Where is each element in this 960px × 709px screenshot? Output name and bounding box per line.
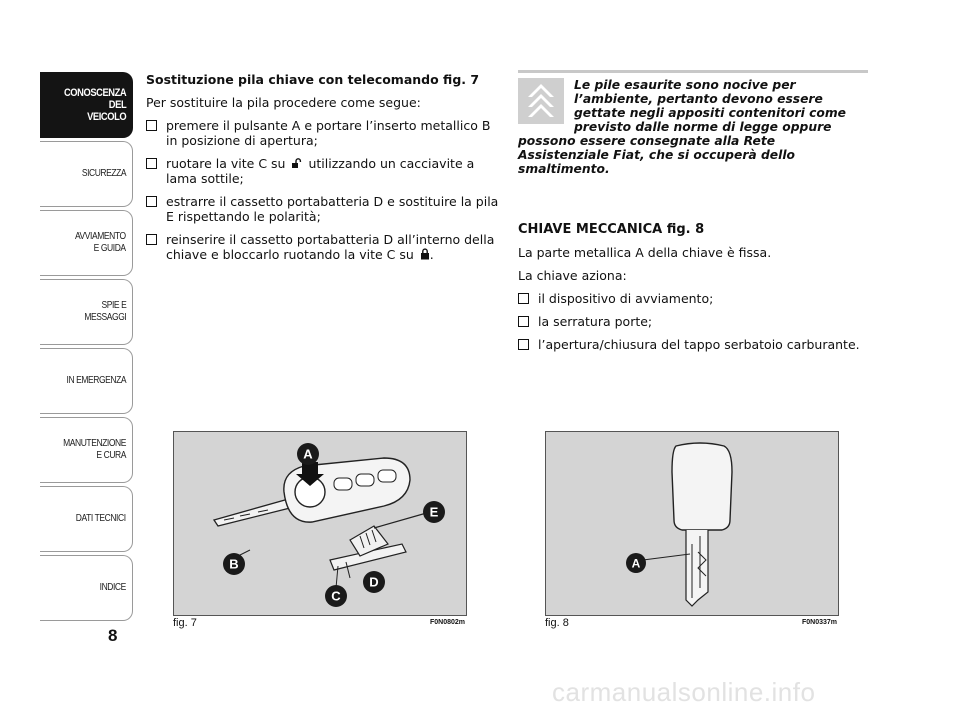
checkbox-bullet-icon <box>146 120 157 131</box>
intro-text: Per sostituire la pila procedere come segue: <box>146 95 421 110</box>
label-c-badge <box>324 584 348 608</box>
watermark: carmanualsonline.info <box>552 677 816 707</box>
list-item-text: premere il pulsante A e portare l’inserto metallico B in posizione di apertura; <box>166 118 491 148</box>
list-item <box>518 314 868 329</box>
label-b-badge <box>222 552 246 576</box>
tab-dati-tecnici[interactable] <box>40 486 133 552</box>
list-item-text: estrarre il cassetto portabatteria D e sostituire la pila E rispettando le polarità; <box>166 194 499 224</box>
list-item <box>518 291 868 306</box>
svg-text:D: D <box>369 574 379 590</box>
list-item <box>518 337 868 352</box>
tab-in-emergenza[interactable] <box>40 348 133 414</box>
environment-note <box>518 70 868 176</box>
lock-icon <box>420 248 430 260</box>
figure-7-remote-key <box>173 431 467 616</box>
label-a-badge <box>296 442 320 466</box>
svg-text:A: A <box>631 556 641 571</box>
checkbox-bullet-icon <box>146 234 157 245</box>
checkbox-bullet-icon <box>518 316 529 327</box>
battery-replacement-section <box>146 72 501 270</box>
tab-label: AVVIAMENTO E GUIDA <box>75 231 126 254</box>
list-item: reinserire il cassetto portabatteria D all’interno della chiave e bloccarlo ruotando la vite C su . <box>146 232 501 262</box>
tab-label: IN EMERGENZA <box>66 375 126 386</box>
tab-label: DATI TECNICI <box>76 513 126 524</box>
tab-indice[interactable] <box>40 555 133 621</box>
label-e-badge <box>422 500 446 524</box>
checkbox-bullet-icon <box>518 339 529 350</box>
list-item-text: la serratura porte; <box>538 314 653 329</box>
note-text: Le pile esaurite sono nocive per l’ambiente, pertanto devono essere gettate negli appositi contenitori come previsto dalle norme di legge oppure possono essere consegnate alla Rete Assistenziale Fiat, che si occuperà dello smaltimento. <box>518 78 847 176</box>
svg-text:A: A <box>303 446 313 462</box>
list-item-text: il dispositivo di avviamento; <box>538 291 714 306</box>
tab-label: MANUTENZIONE E CURA <box>63 438 126 461</box>
tab-spie-e-messaggi[interactable] <box>40 279 133 345</box>
list-item <box>146 194 501 224</box>
section-heading: CHIAVE MECCANICA fig. 8 <box>518 222 705 237</box>
list-item <box>146 156 501 186</box>
label-a-badge <box>625 552 647 574</box>
tab-label: SPIE E MESSAGGI <box>84 300 126 323</box>
list-item <box>146 118 501 148</box>
figure-8-caption: fig. 8 <box>545 617 569 629</box>
unlock-icon <box>291 158 302 169</box>
tab-label: CONOSCENZA DEL VEICOLO <box>63 87 126 123</box>
mechanical-key-illustration <box>546 432 838 615</box>
section-heading: Sostituzione pila chiave con telecomando fig. 7 <box>146 72 480 87</box>
sidebar-tabs <box>40 72 133 624</box>
figure-8-mechanical-key <box>545 431 839 616</box>
recycle-warning-icon <box>518 78 564 124</box>
body-text: La parte metallica A della chiave è fissa. <box>518 245 772 260</box>
list-item-text-cont: utilizzando un cacciavite a lama sottile; <box>166 156 475 186</box>
list-item-text: ruotare la vite C su <box>166 156 286 171</box>
tab-avviamento-e-guida[interactable] <box>40 210 133 276</box>
svg-text:C: C <box>331 588 341 604</box>
tab-manutenzione-e-cura[interactable] <box>40 417 133 483</box>
mechanical-key-section <box>518 222 868 360</box>
tab-conoscenza-del-veicolo[interactable] <box>40 72 133 138</box>
checkbox-bullet-icon <box>146 158 157 169</box>
tab-sicurezza[interactable] <box>40 141 133 207</box>
checkbox-bullet-icon <box>518 293 529 304</box>
list-item-text: reinserire il cassetto portabatteria D all’interno della chiave e bloccarlo ruotando la vite C su <box>166 232 495 262</box>
figure-7-code: F0N0802m <box>430 619 466 626</box>
svg-text:B: B <box>229 556 239 572</box>
svg-text:E: E <box>429 504 439 520</box>
tab-label: SICUREZZA <box>81 168 126 179</box>
checkbox-bullet-icon <box>146 196 157 207</box>
body-text: La chiave aziona: <box>518 268 627 283</box>
figure-8-code: F0N0337m <box>802 619 838 626</box>
figure-7-caption: fig. 7 <box>173 617 197 629</box>
label-d-badge <box>362 570 386 594</box>
tab-label: INDICE <box>99 582 126 593</box>
page-number: 8 <box>108 626 118 645</box>
divider <box>518 70 868 73</box>
list-item-text: l’apertura/chiusura del tappo serbatoio carburante. <box>538 337 860 352</box>
